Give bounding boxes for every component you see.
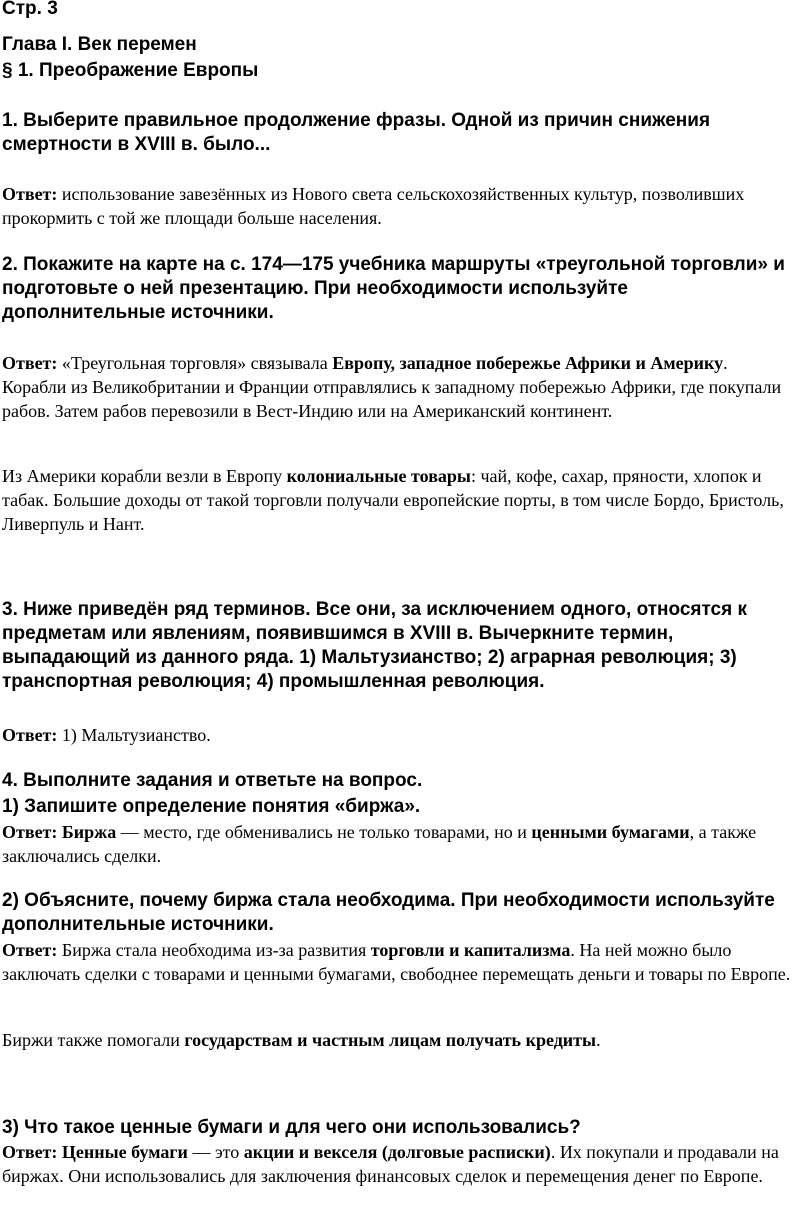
answer-label: Ответ: (2, 353, 58, 373)
answer-4-1: Ответ: Биржа — место, где обменивались не только товарами, но и ценными бумагами, а также заключались сделки. (2, 822, 757, 866)
bold-term: Европу, западное побережье Африки и Америку (332, 353, 724, 373)
answer-1 (2, 182, 794, 230)
question-3: 3. Ниже приведён ряд терминов. Все они, за исключением одного, относятся к предметам или явлениям, появившимся в XVIII в. Вычеркните термин, выпадающий из данного ряда. 1) Мальтузианство; 2) аграрная революция; 3) транспортная революция; 4) промышленная революция. (2, 599, 747, 692)
bold-term: государствам и частным лицам получать кредиты (184, 1030, 597, 1050)
answer-label: Ответ: (2, 725, 58, 745)
answer-1-text: использование завезённых из Нового света сельскохозяйственных культур, позволивших прокормить с той же площади больше населения. (2, 184, 745, 228)
answer-label: Ответ: (2, 822, 58, 842)
answer-2-paragraph-1: Ответ: «Треугольная торговля» связывала Европу, западное побережье Африки и Америку. Корабли из Великобритании и Франции отправлялись к западному побережью Африки, где покупали рабов. Затем рабов перевозили в Вест-Индию или на Американский континент. (2, 353, 782, 421)
answer-label: Ответ: (2, 184, 58, 204)
bold-term: Ценные бумаги (61, 1142, 188, 1162)
chapter-title: Глава I. Век перемен (2, 34, 197, 55)
bold-term: ценными бумагами (531, 822, 690, 842)
question-1: 1. Выберите правильное продолжение фразы. Одной из причин снижения смертности в XVIII в. было... (2, 110, 711, 155)
bold-term: колониальные товары (286, 466, 471, 486)
bold-term: акции и векселя (243, 1142, 378, 1162)
bold-term: торговли и капитализма (370, 940, 571, 960)
question-4-1: 1) Запишите определение понятия «биржа». (2, 796, 421, 817)
page-label: Стр. 3 (2, 0, 58, 19)
bold-term: Биржа (61, 822, 117, 842)
answer-label: Ответ: (2, 940, 58, 960)
answer-2-paragraph-2: Из Америки корабли везли в Европу колониальные товары: чай, кофе, сахар, пряности, хлопок и табак. Большие доходы от такой торговли получали европейские порты, в том числе Бордо, Бристоль, Ливерпуль и Нант. (2, 466, 784, 534)
bold-term: (долговые расписки) (381, 1142, 551, 1162)
answer-4-2-paragraph-2: Биржи также помогали государствам и частным лицам получать кредиты. (2, 1030, 601, 1050)
question-4-2: 2) Объясните, почему биржа стала необходима. При необходимости используйте дополнительные источники. (2, 890, 775, 935)
answer-label: Ответ: (2, 1142, 58, 1162)
answer-4-2-paragraph-1: Ответ: Биржа стала необходима из-за развития торговли и капитализма. На ней можно было заключать сделки с товарами и ценными бумагами, свободнее перемещать деньги и товары по Европе. (2, 940, 791, 984)
question-2: 2. Покажите на карте на с. 174—175 учебника маршруты «треугольной торговли» и подготовьте о ней презентацию. При необходимости используйте дополнительные источники. (2, 254, 785, 323)
question-4: 4. Выполните задания и ответьте на вопрос. (2, 770, 423, 791)
section-title: § 1. Преображение Европы (2, 60, 259, 81)
answer-3: Ответ: 1) Мальтузианство. (2, 725, 211, 745)
question-4-3: 3) Что такое ценные бумаги и для чего они использовались? (2, 1117, 581, 1138)
answer-4-3: Ответ: Ценные бумаги — это акции и векселя (долговые расписки). Их покупали и продавали на биржах. Они использовались для заключения финансовых сделок и перемещения денег по Европе. (2, 1142, 779, 1186)
